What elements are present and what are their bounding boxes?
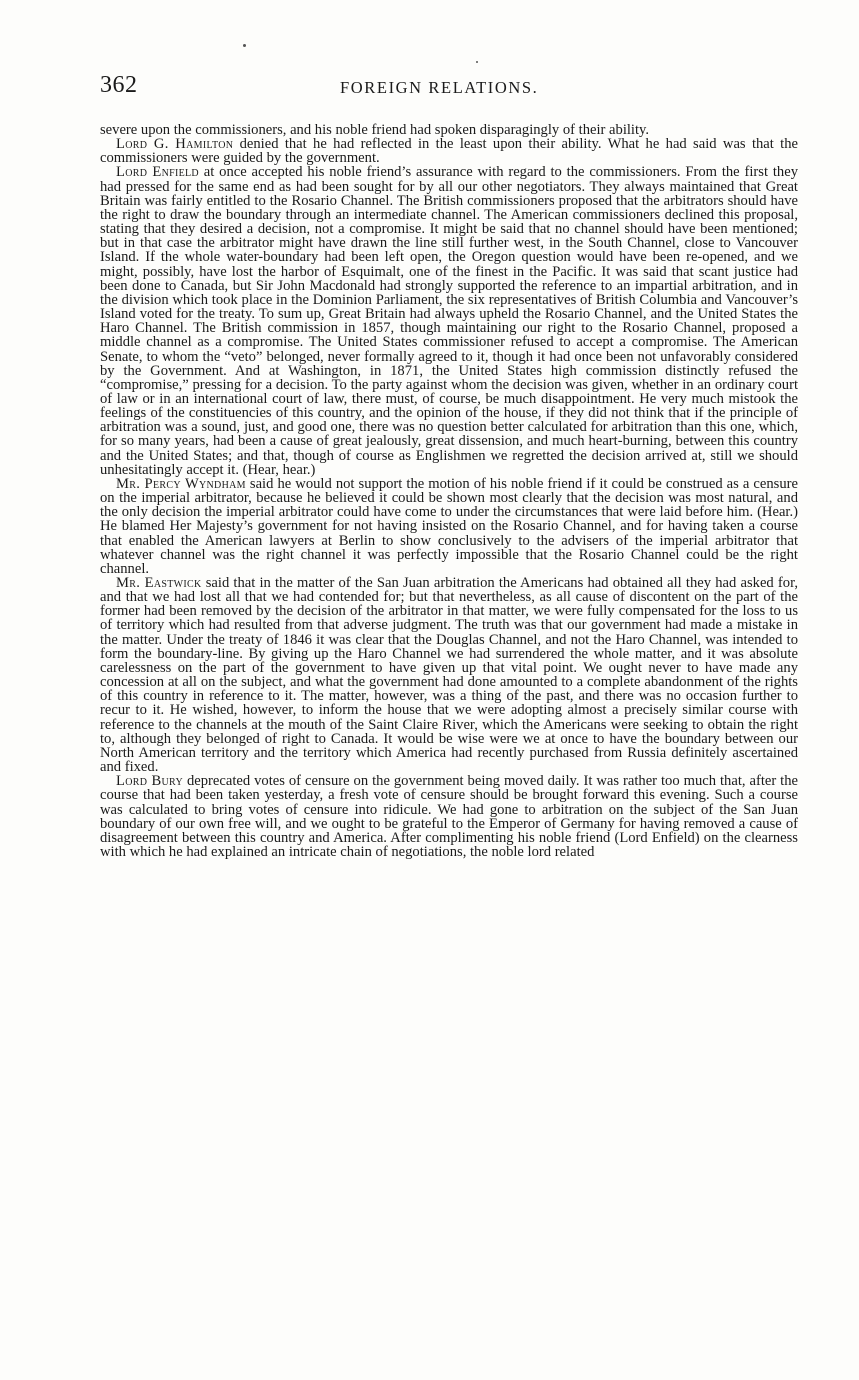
paragraph-text: deprecated votes of censure on the government being moved daily. It was rather too much that, after the course that had been taken yesterday, a fresh vote of censure should be brought forward this evening. Such a course was calculated to bring votes of censure into ridicule. We had gone to arbitration on the subject of the San Juan boundary of our own free will, and we ought to be grateful to the Emperor of Germany for having removed a cause of disagreement between this country and America. After complimenting his noble friend (Lord Enfield) on the clearness with which he had explained an intricate chain of negotiations, the noble lord related: [100, 773, 799, 860]
paragraph: [100, 477, 798, 576]
print-speck: [243, 44, 246, 47]
paragraph: [100, 137, 798, 165]
speaker-name: Lord Bury: [116, 773, 183, 790]
paragraph-text: denied that he had reflected in the least upon their ability. What he had said was that the commissioners were guided by the government.: [100, 136, 798, 167]
paragraph: [100, 774, 798, 859]
speaker-name: Lord Enfield: [116, 164, 199, 181]
running-title: FOREIGN RELATIONS.: [340, 78, 539, 97]
speaker-name: Lord G. Hamilton: [116, 136, 234, 153]
body-text: [100, 123, 798, 859]
print-speck: [476, 61, 478, 63]
paragraph-text: said that in the matter of the San Juan arbitration the Americans had obtained all they had asked for, and that we had lost all that we had contended for; but that nevertheless, as all cause of discontent on the part of the former had been removed by the decision of the arbitrator in that matter, we were fully compensated for the loss to us of territory which had resulted from that adverse judgment. The truth was that our government had made a mistake in the matter. Under the treaty of 1846 it was clear that the Douglas Channel, and not the Haro Channel, was intended to form the boundary-line. By giving up the Haro Channel we had surrendered the whole matter, and it was absolute carelessness on the part of the government to have given up that vital point. We ought never to have made any concession at all on the subject, and what the government had done amounted to a complete abandonment of the rights of this country in reference to it. The matter, however, was a thing of the past, and there was no occasion further to recur to it. He wished, however, to inform the house that we were adopting almost a precisely similar course with reference to the channels at the mouth of the Saint Claire River, which the Americans were seeking to obtain the right to, although they belonged of right to Canada. It would be wise were we at once to have the boundary between our North American territory and the territory which America had recently purchased from Russia definitely ascertained and fixed.: [100, 575, 798, 776]
page-header: [100, 72, 798, 104]
paragraph-text: severe upon the commissioners, and his noble friend had spoken disparagingly of their ability.: [100, 122, 650, 138]
speaker-name: Mr. Percy Wyndham: [116, 475, 246, 492]
paragraph: [100, 576, 798, 774]
paragraph: [100, 123, 798, 137]
page-number: 362: [100, 72, 138, 98]
speaker-name: Mr. Eastwick: [116, 575, 202, 591]
paragraph-text: said he would not support the motion of his noble friend if it could be construed as a censure on the imperial arbitrator, because he believed it could be shown most clearly that the decision was most natural, and the only decision the imperial arbitrator could have come to under the circumstances that were laid before him. (Hear.) He blamed Her Majesty’s government for not having insisted on the Rosario Channel, and for having taken a course that enabled the American lawyers at Berlin to show conclusively to the advisers of the imperial arbitrator that whatever channel was the right channel it was perfectly impossible that the Rosario Channel could be the right channel.: [100, 475, 798, 577]
paragraph-text: at once accepted his noble friend’s assurance with regard to the commissioners. From the first they had pressed for the same end as had been sought for by all our other negotiators. They always maintained that Great Britain was fairly entitled to the Rosario Channel. The British commissioners proposed that the arbitrators should have the right to draw the boundary through an intermediate channel. The American commissioners declined this proposal, stating that they desired a decision, not a compromise. It might be said that no channel should have been mentioned; but in that case the arbitrator might have drawn the line still further west, in the South Channel, close to Vancouver Island. If the whole water-boundary had been left open, the Oregon question would have been re-opened, and we might, possibly, have lost the harbor of Esquimalt, one of the finest in the Pacific. It was said that scant justice had been done to Canada, but Sir John Macdonald had strongly supported the reference to an impartial arbitration, and in the division which took place in the Dominion Parliament, the six representatives of British Columbia and Vancouver’s Island voted for the treaty. To sum up, Great Britain had always upheld the Rosario Channel, and the United States the Haro Channel. The British commission in 1857, though maintaining our right to the Rosario Channel, proposed a middle channel as a compromise. The United States commissioner refused to accept a compromise. The American Senate, to whom the “veto” belonged, never formally agreed to it, though it had once been not unfavorably considered by the Government. And at Washington, in 1871, the United States high commission distinctly refused the “compromise,” pressing for a decision. To the party against whom the decision was given, whether in an ordinary court of law or in an international court of law, there must, of course, be much disappointment. He very much mistook the feelings of the constituencies of this country, and the opinion of the house, if they did not think that if the principle of arbitration was a sound, just, and good one, there was no question better calculated for arbitration than this one, which, for so many years, had been a cause of great jealously, great dissension, and much heart-burning, between this country and the United States; and that, though of course as Englishmen we regretted the decision arrived at, still we should unhesitatingly accept it. (Hear, hear.): [100, 164, 798, 478]
paragraph: [100, 165, 798, 476]
